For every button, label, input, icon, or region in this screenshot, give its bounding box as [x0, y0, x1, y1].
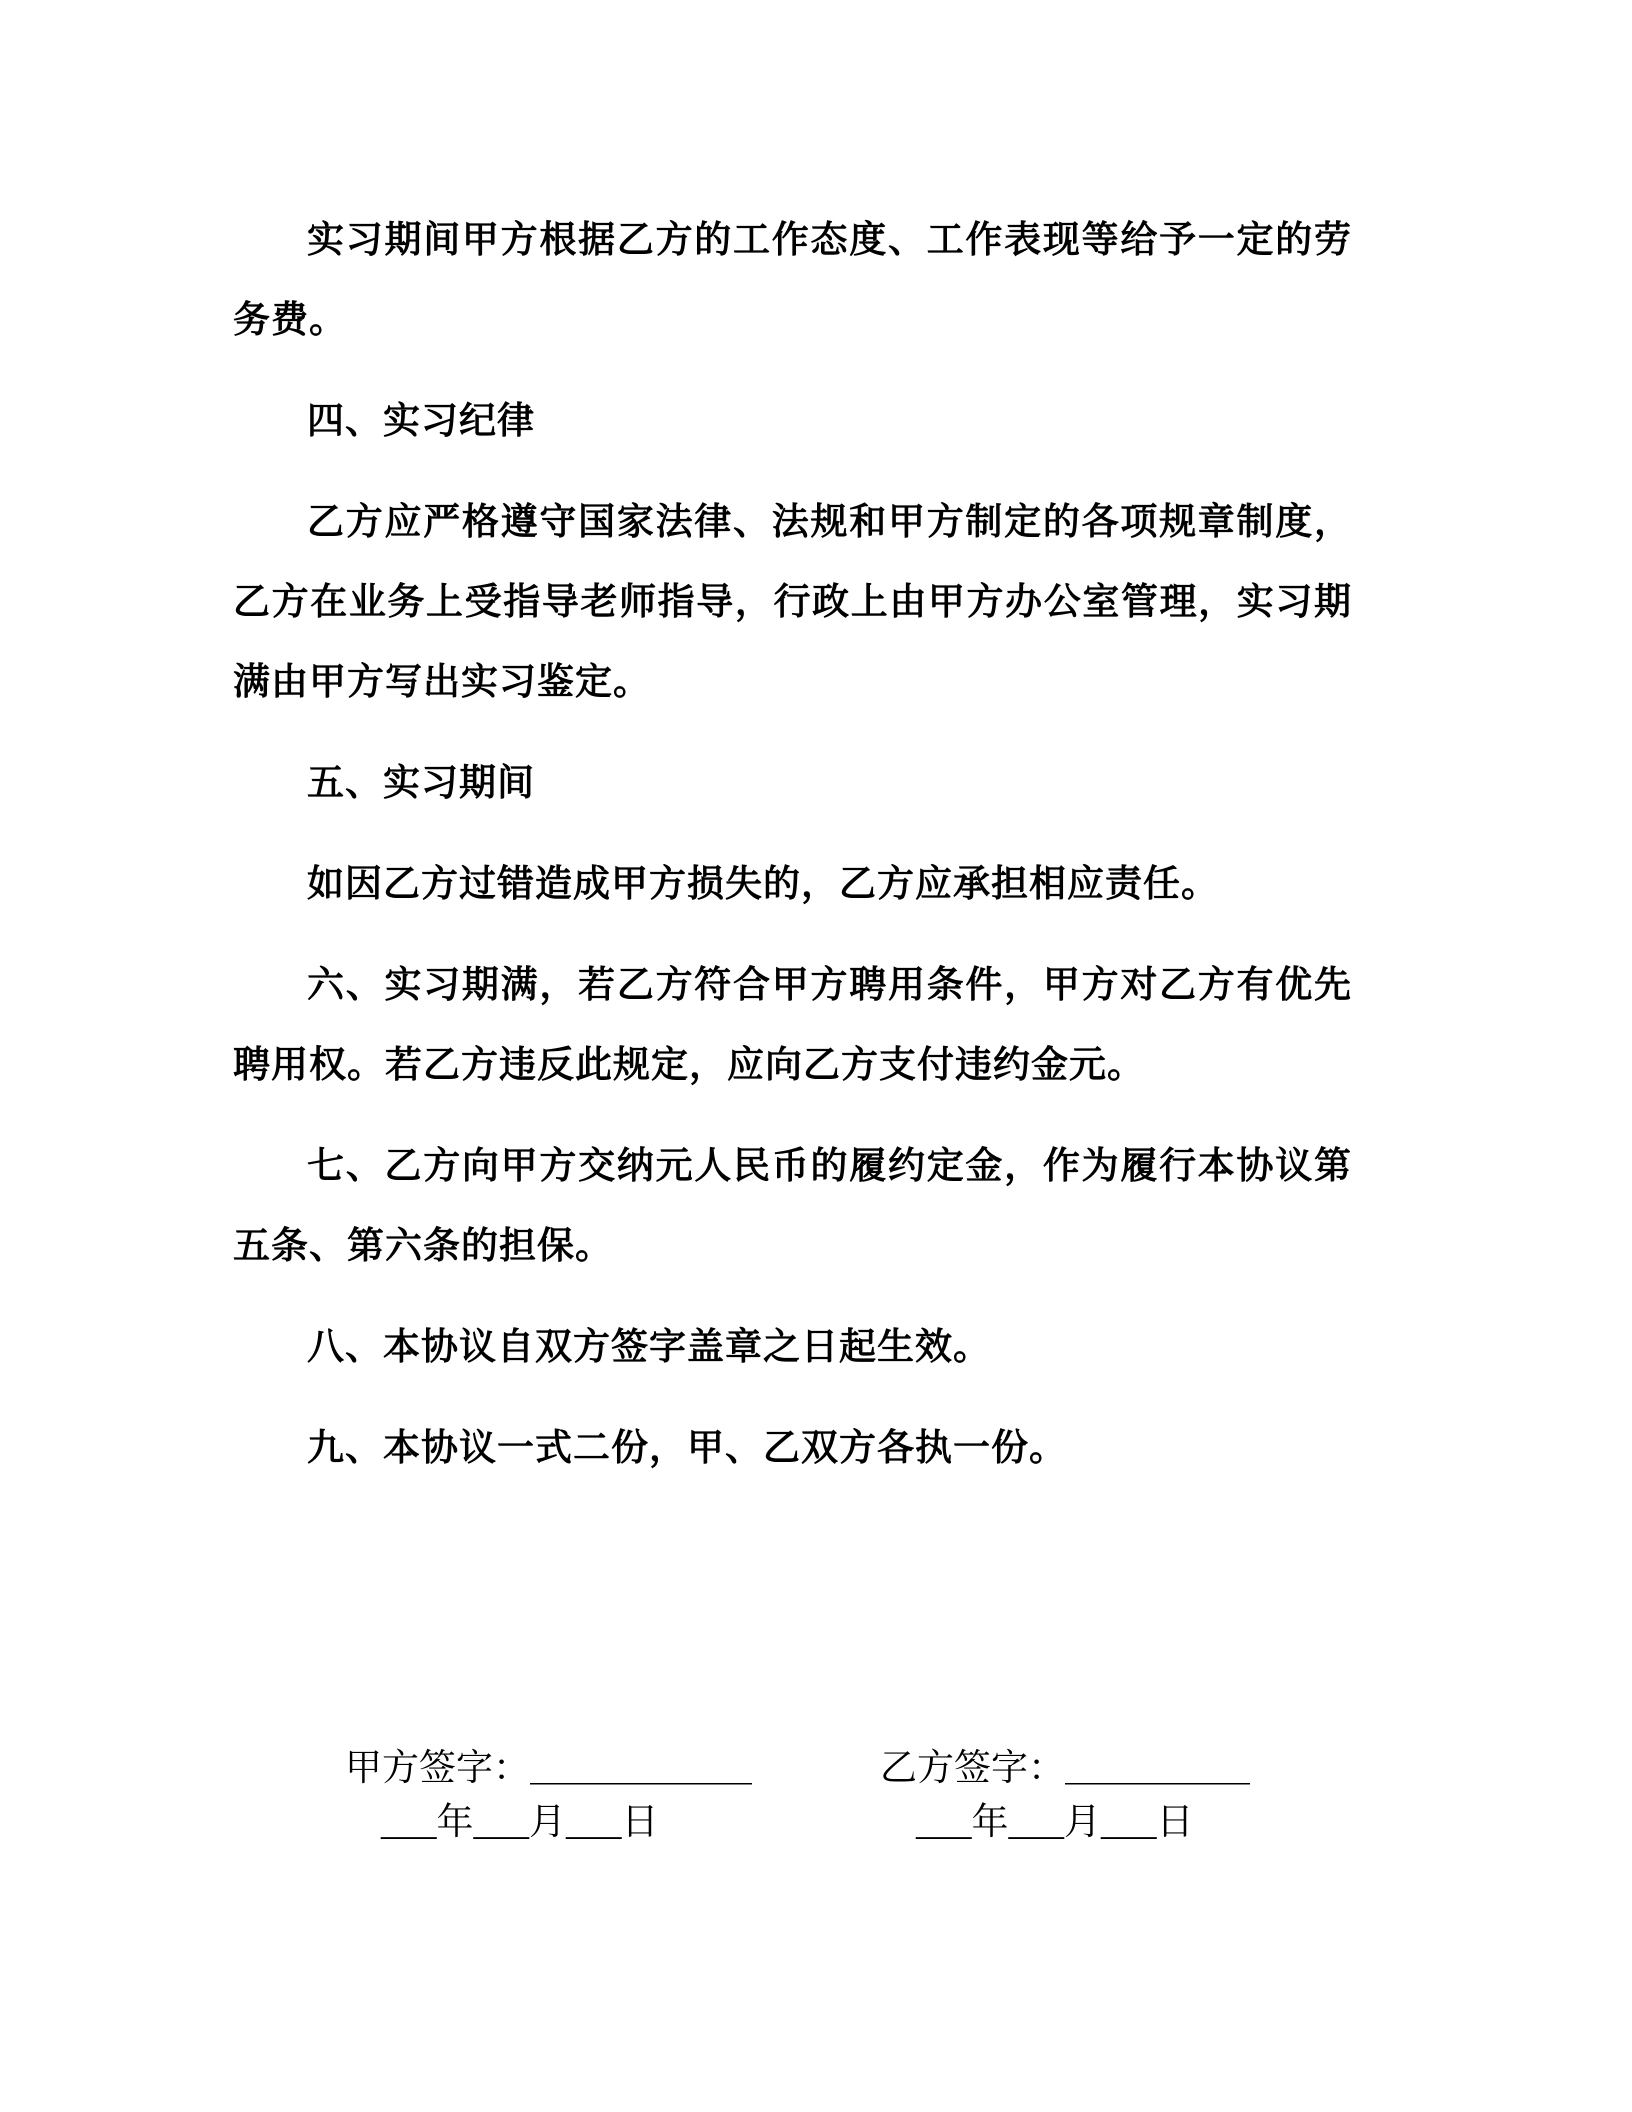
party-a-signature-label: 甲方签字：	[345, 1748, 530, 1789]
paragraph-liability: 如因乙方过错造成甲方损失的，乙方应承担相应责任。	[307, 862, 1219, 905]
paragraph-section-9-copies: 九、本协议一式二份，甲、乙双方各执一份。	[307, 1426, 1067, 1469]
paragraph-section-7-deposit: 七、乙方向甲方交纳元人民币的履约定金，作为履行本协议第五条、第六条的担保。	[233, 1144, 1352, 1267]
paragraph-section-8-effective-date: 八、本协议自双方签字盖章之日起生效。	[307, 1325, 991, 1368]
signature-party-a	[345, 1743, 752, 1849]
paragraph-section-6-priority-hiring: 六、实习期满，若乙方符合甲方聘用条件，甲方对乙方有优先聘用权。若乙方违反此规定，应向乙方支付违约金元。	[233, 963, 1352, 1086]
paragraph-labor-fee: 实习期间甲方根据乙方的工作态度、工作表现等给予一定的劳务费。	[233, 218, 1352, 341]
document-body	[233, 200, 1352, 1849]
heading-section-4-discipline: 四、实习纪律	[307, 399, 535, 442]
signature-block	[233, 1743, 1352, 1849]
paragraph-discipline-rules: 乙方应严格遵守国家法律、法规和甲方制定的各项规章制度，乙方在业务上受指导老师指导，行政上由甲方办公室管理，实习期满由甲方写出实习鉴定。	[233, 500, 1352, 703]
party-b-signature-blank: ＿＿＿＿＿	[1065, 1748, 1250, 1789]
heading-section-5-internship-period: 五、实习期间	[307, 761, 535, 804]
party-b-signature-label: 乙方签字：	[880, 1748, 1065, 1789]
signature-party-b	[880, 1743, 1250, 1849]
party-a-signature-blank: ＿＿＿＿＿＿	[530, 1748, 752, 1789]
party-a-date-line: ___年___月___日	[381, 1802, 659, 1843]
party-a-signature-line	[345, 1743, 752, 1795]
party-b-signature-line	[880, 1743, 1250, 1795]
party-b-date-line: ___年___月___日	[916, 1802, 1194, 1843]
